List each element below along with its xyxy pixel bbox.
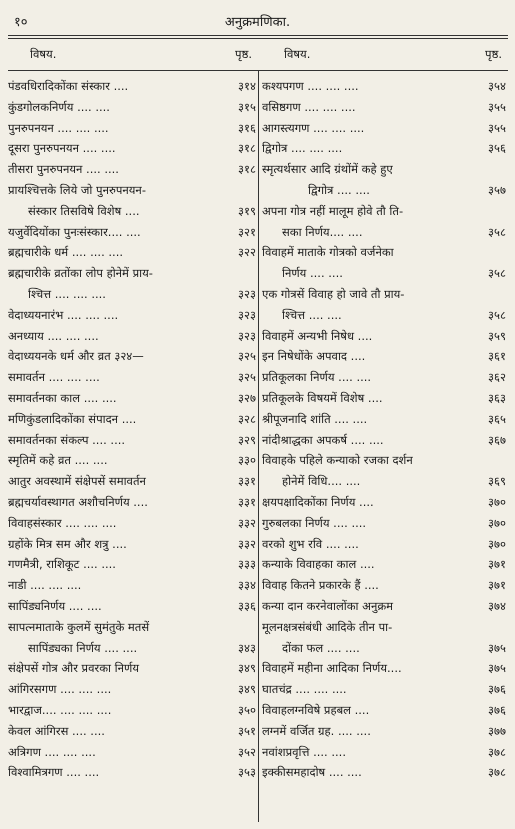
entry-subject: विवाहमें माताके गोत्रको वर्जनेका (262, 245, 394, 260)
right-column-header (262, 47, 508, 65)
entry-page-number: ३५१ (238, 723, 256, 738)
entry-subject: ग्रहोंके मित्र सम और शत्रु .... (8, 536, 127, 551)
entry-subject: समावर्तन .... .... .... (8, 370, 100, 385)
index-entry (8, 700, 258, 721)
entry-subject: पंडवधिरादिकोंका संस्कार .... (8, 79, 129, 93)
index-entry (8, 721, 258, 742)
entry-subject: घातचंद्र .... .... .... (262, 682, 347, 697)
entry-page-number: ३६३ (488, 390, 506, 405)
index-entry (262, 492, 508, 513)
entry-subject: श्चित्त .... .... .... (28, 286, 106, 301)
entry-page-number: ३३६ (238, 598, 256, 613)
entry-subject: तीसरा पुनरुपनयन .... .... (8, 162, 119, 177)
index-entry (8, 617, 258, 638)
entry-page-number: ३३१ (238, 474, 256, 489)
entry-subject: कुंडगोलकनिर्णय .... .... (8, 99, 110, 114)
entry-subject: वेदाध्ययनारंभ .... .... .... (8, 307, 119, 322)
left-column-header (8, 47, 258, 65)
entry-subject: मणिकुंडलादिकोंका संपादन .... (8, 411, 137, 426)
index-entry (8, 305, 258, 326)
index-entry (262, 638, 508, 659)
index-entry (8, 575, 258, 596)
entry-page-number: ३२२ (238, 245, 256, 260)
entry-subject: गुरुबलका निर्णय .... .... (262, 515, 367, 530)
entry-subject: अत्रिगण .... .... .... (8, 744, 96, 759)
index-entry (262, 430, 508, 451)
index-entry (8, 367, 258, 388)
index-entry (262, 617, 508, 638)
entry-subject: विवाहके पहिले कन्याको रजका दर्शन (262, 453, 413, 468)
entry-subject: सापत्नमाताके कुलमें सुमंतुके मतसें (8, 619, 150, 634)
entry-subject: विवाहसंस्कार .... .... .... (8, 515, 117, 530)
entry-subject: इक्कीसमहादोष .... .... (262, 765, 362, 780)
entry-page-number (474, 242, 508, 263)
index-entry (8, 513, 258, 534)
entry-page-number: ३७० (488, 515, 506, 530)
entry-page-number (474, 450, 508, 471)
index-entry (8, 346, 258, 367)
index-entry (8, 658, 258, 679)
index-entry (8, 159, 258, 180)
entry-subject: पुनरुपनयन .... .... .... (8, 120, 109, 135)
entry-page-number: ३७७ (488, 723, 506, 738)
index-entry (8, 97, 258, 118)
index-entry (8, 284, 258, 305)
entry-page-number: ३७१ (488, 557, 506, 572)
entry-page-number: ३७५ (488, 640, 506, 655)
entry-subject: ब्रह्मचर्यावस्थागत अशौचनिर्णय .... (8, 494, 148, 509)
entry-subject: नवांशप्रवृत्ति .... .... (262, 744, 346, 759)
index-entry (262, 679, 508, 700)
entry-page-number (474, 284, 508, 305)
page-heading: पृष्ठ. (485, 47, 502, 61)
entry-page-number: ३२३ (238, 328, 256, 343)
index-entry (8, 679, 258, 700)
entry-subject: विवाहमें अन्यभी निषेध .... (262, 328, 373, 343)
entry-page-number: ३१६ (238, 120, 256, 135)
entry-subject: मूलनक्षत्रसंबंधी आदिके तीन पा- (262, 619, 393, 634)
entry-page-number: ३४९ (238, 682, 256, 697)
entry-page-number: ३३१ (238, 494, 256, 509)
entry-subject: सापिंड्यका निर्णय .... .... (28, 640, 138, 655)
entry-subject: आंगिरसगण .... .... .... (8, 682, 112, 697)
index-entry (262, 97, 508, 118)
index-entry (262, 242, 508, 263)
entry-page-number: ३५५ (488, 120, 506, 135)
index-entry (8, 762, 258, 783)
entry-page-number: ३२३ (238, 307, 256, 322)
entry-page-number: ३२५ (238, 349, 256, 364)
entry-subject: कन्या दान करनेवालोंका अनुक्रम (262, 598, 394, 613)
index-entry (262, 201, 508, 222)
index-entry (8, 222, 258, 243)
index-entry (8, 138, 258, 159)
index-entry (262, 346, 508, 367)
entry-page-number: ३५४ (488, 79, 506, 93)
index-entry (8, 76, 258, 97)
right-index-column (262, 76, 508, 783)
entry-page-number: ३६१ (488, 349, 506, 364)
entry-subject: आगस्त्यगण .... .... .... (262, 120, 365, 135)
entry-page-number: ३५८ (488, 307, 506, 322)
header-rule-bottom (8, 38, 508, 39)
entry-subject: लग्नमें वर्जित ग्रह. .... .... (262, 723, 371, 738)
entry-subject: नाडी .... .... .... (8, 578, 82, 593)
entry-subject: सापिंड्यनिर्णय .... .... (8, 598, 102, 613)
index-entry (262, 534, 508, 555)
entry-page-number: ३३२ (238, 515, 256, 530)
entry-subject: प्रतिकूलका निर्णय .... .... (262, 370, 372, 385)
entry-page-number: ३५७ (488, 182, 506, 197)
index-entry (8, 534, 258, 555)
entry-subject: द्विगोत्र .... .... .... (262, 141, 343, 156)
index-entry (262, 721, 508, 742)
entry-subject: गणमैत्री, राशिकूट .... .... (8, 557, 116, 572)
entry-subject: ब्रह्मचारीके धर्म .... .... .... (8, 245, 124, 260)
entry-subject: कश्यपगण .... .... .... (262, 79, 359, 93)
entry-page-number: ३२३ (238, 286, 256, 301)
entry-subject: दोंका फल .... .... (282, 640, 360, 655)
entry-page-number (474, 201, 508, 222)
entry-page-number: ३३४ (238, 578, 256, 593)
entry-page-number: ३५२ (238, 744, 256, 759)
entry-subject: श्चित्त .... .... (282, 307, 342, 322)
index-entry (262, 180, 508, 201)
index-entry (8, 430, 258, 451)
entry-subject: यजुर्वेदियोंका पुनःसंस्कार.... .... (8, 224, 141, 239)
entry-page-number: ३७६ (488, 702, 506, 717)
entry-subject: विवाहमें महीना आदिका निर्णय.... (262, 661, 402, 676)
entry-page-number: ३३२ (238, 536, 256, 551)
index-entry (8, 492, 258, 513)
entry-page-number: ३२१ (238, 224, 256, 239)
entry-page-number: ३२७ (238, 390, 256, 405)
entry-subject: क्षयपक्षादिकोंका निर्णय .... (262, 494, 374, 509)
index-entry (262, 658, 508, 679)
entry-subject: आतुर अवस्थामें संक्षेपसें समावर्तन (8, 474, 146, 489)
index-entry (262, 76, 508, 97)
index-entry (8, 471, 258, 492)
index-entry (262, 118, 508, 139)
entry-subject: अपना गोत्र नहीं मालूम होवे तौ ति- (262, 203, 404, 218)
index-entry (8, 180, 258, 201)
entry-subject: संक्षेपसें गोत्र और प्रवरका निर्णय (8, 661, 140, 676)
entry-page-number: ३४३ (238, 640, 256, 655)
entry-page-number: ३७० (488, 494, 506, 509)
entry-page-number: ३१८ (238, 162, 256, 177)
index-entry (262, 263, 508, 284)
index-entry (8, 409, 258, 430)
index-entry (262, 388, 508, 409)
entry-subject: सका निर्णय.... .... (282, 224, 363, 239)
page-heading: पृष्ठ. (235, 47, 252, 61)
entry-subject: वेदाध्ययनके धर्म और व्रत ३२४— (8, 349, 144, 364)
entry-page-number: ३७० (488, 536, 506, 551)
entry-page-number (474, 617, 508, 638)
entry-page-number: ३७५ (488, 661, 506, 676)
entry-page-number: ३७१ (488, 578, 506, 593)
entry-subject: इन निषेधोंके अपवाद .... (262, 349, 366, 364)
column-divider (258, 70, 259, 822)
index-entry (8, 201, 258, 222)
index-entry (262, 159, 508, 180)
entry-subject: एक गोत्रसें विवाह हो जावे तौ प्राय- (262, 286, 405, 301)
entry-subject: स्मृत्यर्थसार आदि ग्रंथोंमें कहे हुए (262, 162, 393, 177)
index-entry (8, 326, 258, 347)
index-entry (262, 700, 508, 721)
entry-page-number: ३७८ (488, 765, 506, 780)
entry-subject: विश्वामित्रगण .... .... (8, 765, 100, 780)
index-entry (262, 471, 508, 492)
entry-subject: वरको शुभ रवि .... .... (262, 536, 359, 551)
entry-subject: समावर्तनका संकल्प .... .... (8, 432, 126, 447)
index-entry (262, 326, 508, 347)
entry-page-number (474, 159, 508, 180)
entry-page-number: ३५८ (488, 266, 506, 281)
entry-page-number: ३५९ (488, 328, 506, 343)
entry-subject: ब्रह्मचारीके व्रतोंका लोप होनेमें प्राय- (8, 266, 153, 281)
entry-page-number: ३५८ (488, 224, 506, 239)
entry-subject: स्मृतिमें कहे व्रत .... .... (8, 453, 108, 468)
entry-page-number: ३७४ (488, 598, 506, 613)
index-entry (262, 513, 508, 534)
entry-page-number: ३३३ (238, 557, 256, 572)
entry-page-number: ३१४ (238, 79, 256, 93)
index-entry (262, 554, 508, 575)
entry-page-number: ३२८ (238, 411, 256, 426)
entry-page-number: ३६७ (488, 432, 506, 447)
entry-subject: होनेमें विधि.... .... (282, 474, 361, 489)
entry-page-number: ३७८ (488, 744, 506, 759)
page-header (0, 12, 515, 32)
page-number: १० (14, 15, 28, 30)
page-title: अनुक्रमणिका. (224, 15, 291, 30)
index-entry (8, 242, 258, 263)
entry-page-number: ३५३ (238, 765, 256, 780)
entry-subject: भारद्वाज.... .... .... .... (8, 702, 112, 717)
entry-subject: श्रीपूजनादि शांति .... .... (262, 411, 368, 426)
index-entry (8, 596, 258, 617)
entry-subject: केवल आंगिरस .... .... (8, 723, 105, 738)
index-entry (262, 367, 508, 388)
entry-page-number: ३६२ (488, 370, 506, 385)
entry-subject: विवाहलग्नविषे प्रहबल .... (262, 702, 370, 717)
entry-page-number: ३६९ (488, 474, 506, 489)
entry-subject: वसिष्ठगण .... .... .... (262, 99, 356, 114)
index-entry (8, 742, 258, 763)
index-entry (8, 638, 258, 659)
subject-heading: विषय. (30, 47, 57, 61)
entry-subject: अनध्याय .... .... .... (8, 328, 99, 343)
entry-page-number: ३१९ (238, 203, 256, 218)
entry-subject: कन्याके विवाहका काल .... (262, 557, 375, 572)
index-entry (8, 554, 258, 575)
entry-subject: विवाह कितने प्रकारके हैं .... (262, 578, 379, 593)
entry-page-number: ३४९ (238, 661, 256, 676)
entry-page-number: ३५५ (488, 99, 506, 114)
index-entry (8, 450, 258, 471)
entry-page-number: ३१५ (238, 99, 256, 114)
entry-page-number: ३२५ (238, 370, 256, 385)
index-entry (262, 742, 508, 763)
index-entry (8, 263, 258, 284)
index-entry (262, 575, 508, 596)
entry-page-number: ३१८ (238, 141, 256, 156)
entry-subject: प्रायश्चित्तके लिये जो पुनरुपनयन- (8, 182, 146, 197)
index-entry (262, 305, 508, 326)
entry-subject: दूसरा पुनरुपनयन .... .... (8, 141, 116, 156)
entry-page-number: ३३० (238, 453, 256, 468)
index-entry (262, 284, 508, 305)
entry-page-number (224, 263, 258, 284)
index-entry (8, 118, 258, 139)
entry-subject: द्विगोत्र .... .... (308, 182, 370, 197)
left-index-column (8, 76, 258, 783)
index-entry (262, 450, 508, 471)
index-entry (262, 762, 508, 783)
entry-page-number: ३५० (238, 702, 256, 717)
entry-page-number (224, 180, 258, 201)
index-entry (8, 388, 258, 409)
entry-subject: प्रतिकूलके विषयमें विशेष .... (262, 390, 383, 405)
index-entry (262, 138, 508, 159)
entry-subject: संस्कार तिसविषे विशेष .... (28, 203, 140, 218)
entry-page-number: ३६५ (488, 411, 506, 426)
index-entry (262, 596, 508, 617)
entry-page-number: ३२९ (238, 432, 256, 447)
entry-page-number: ३७६ (488, 682, 506, 697)
entry-subject: समावर्तनका काल .... .... (8, 390, 117, 405)
subject-heading: विषय. (284, 47, 311, 61)
index-entry (262, 409, 508, 430)
entry-subject: निर्णय .... .... (282, 266, 343, 281)
entry-page-number: ३५६ (488, 141, 506, 156)
index-entry (262, 222, 508, 243)
entry-subject: नांदीश्राद्धका अपकर्ष .... .... (262, 432, 384, 447)
header-rule-top (8, 35, 508, 36)
entry-page-number (224, 617, 258, 638)
